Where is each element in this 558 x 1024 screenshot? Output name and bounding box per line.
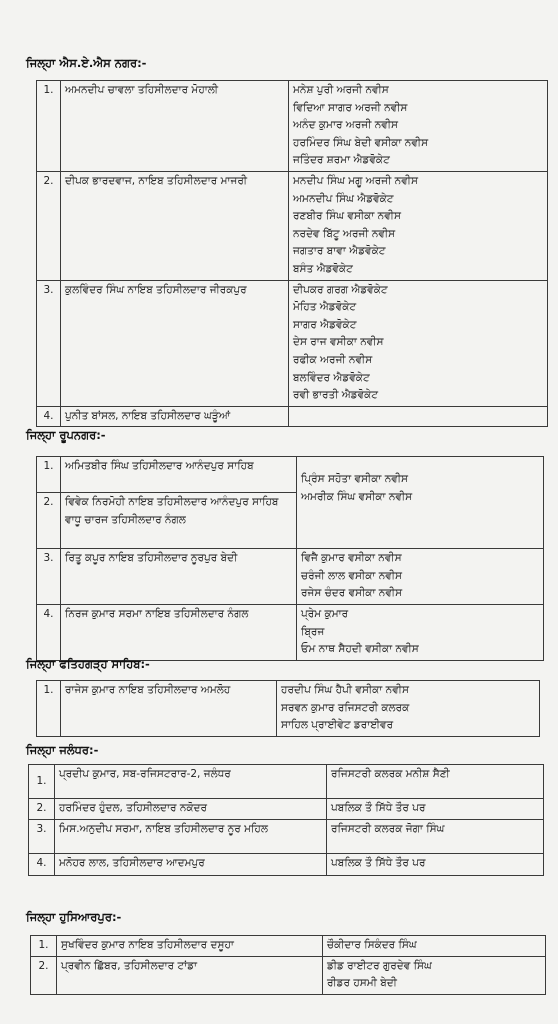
officer-cell: ਅਮਨਦੀਪ ਚਾਵਲਾ ਤਹਿਸੀਲਦਾਰ ਮੋਹਾਲੀ bbox=[61, 81, 289, 172]
table-row bbox=[37, 605, 544, 661]
section-heading-fatehgarh-sahib: ਜਿਲ੍ਹਾ ਫਤਿਹਗੜ੍ਹ ਸਾਹਿਬ:- bbox=[26, 657, 150, 671]
staff-cell: ਪਬਲਿਕ ਤੌ ਸਿੱਧੇ ਤੌਰ ਪਰ bbox=[327, 853, 544, 875]
staff-cell: ਪ੍ਰੇਮ ਕੁਮਾਰ ਬ੍ਰਿਜ ਓਮ ਨਾਥ ਸੈਹਦੀ ਵਸੀਕਾ ਨਵੀਸ bbox=[297, 605, 544, 661]
row-number: 3. bbox=[37, 280, 61, 406]
officer-cell: ਪ੍ਰਵੀਨ ਛਿੱਬਰ, ਤਹਿਸੀਲਦਾਰ ਟਾਂਡਾ bbox=[57, 956, 323, 994]
row-number: 3. bbox=[29, 819, 55, 853]
staff-cell: ਪ੍ਰਿੰਸ ਸਹੋਤਾ ਵਸੀਕਾ ਨਵੀਸ ਅਮਰੀਕ ਸਿੰਘ ਵਸੀਕਾ ਨਵੀਸ bbox=[297, 457, 544, 549]
officer-cell: ਵਿਵੇਕ ਨਿਰਮੋਹੀ ਨਾਇਬ ਤਹਿਸੀਲਦਾਰ ਆਨੰਦਪੁਰ ਸਾਹਿਬ ਵਾਧੂ ਚਾਰਜ ਤਹਿਸੀਲਦਾਰ ਨੰਗਲ bbox=[61, 493, 297, 549]
table-row bbox=[29, 819, 544, 853]
section-heading-sas-nagar: ਜਿਲ੍ਹਾ ਐਸ.ਏ.ਐਸ ਨਗਰ:- bbox=[26, 56, 147, 70]
row-number: 4. bbox=[37, 605, 61, 661]
staff-cell: ਮਨੇਸ਼ ਪੁਰੀ ਅਰਜੀ ਨਵੀਸ ਵਿਦਿਆ ਸਾਗਰ ਅਰਜੀ ਨਵੀਸ ਅਨੰਦ ਕੁਮਾਰ ਅਰਜੀ ਨਵੀਸ ਹਰਮਿੰਦਰ ਸਿੰਘ ਬੇਦੀ ਵਸੀਕਾ ਨਵੀਸ ਜਤਿੰਦਰ ਸ਼ਰਮਾ ਐਡਵੋਕੇਟ bbox=[289, 81, 548, 172]
table-row bbox=[37, 280, 548, 406]
staff-cell: ਡੀਡ ਰਾਈਟਰ ਗੁਰਦੇਵ ਸਿੰਘ ਰੀਡਰ ਹਸਮੀ ਬੇਦੀ bbox=[323, 956, 546, 994]
staff-cell: ਰਜਿਸਟਰੀ ਕਲਰਕ ਜੋਗਾ ਸਿੰਘ bbox=[327, 819, 544, 853]
row-number: 1. bbox=[37, 81, 61, 172]
row-number: 2. bbox=[37, 493, 61, 549]
row-number: 4. bbox=[37, 406, 61, 427]
table-row bbox=[37, 681, 540, 737]
jalandhar-table bbox=[28, 764, 544, 876]
sas-nagar-table bbox=[36, 80, 548, 427]
row-number: 2. bbox=[37, 171, 61, 280]
row-number: 3. bbox=[37, 549, 61, 605]
officer-cell: ਅਮਿਤਬੀਰ ਸਿੰਘ ਤਹਿਸੀਲਦਾਰ ਆਨੰਦਪੁਰ ਸਾਹਿਬ bbox=[61, 457, 297, 493]
row-number: 1. bbox=[37, 457, 61, 493]
staff-cell bbox=[289, 406, 548, 427]
staff-cell: ਰਜਿਸਟਰੀ ਕਲਰਕ ਮਨੀਸ਼ ਸੈਣੀ bbox=[327, 765, 544, 799]
officer-cell: ਪ੍ਰਦੀਪ ਕੁਮਾਰ, ਸਬ-ਰਜਿਸਟਰਾਰ-2, ਜਲੰਧਰ bbox=[55, 765, 327, 799]
row-number: 1. bbox=[31, 936, 57, 957]
table-row bbox=[29, 799, 544, 820]
table-row bbox=[37, 81, 548, 172]
row-number: 1. bbox=[29, 765, 55, 799]
hoshiarpur-table bbox=[30, 935, 546, 995]
staff-cell: ਹਰਦੀਪ ਸਿੰਘ ਹੈਪੀ ਵਸੀਕਾ ਨਵੀਸ ਸਰਵਨ ਕੁਮਾਰ ਰਜਿਸਟਰੀ ਕਲਰਕ ਸਾਹਿਲ ਪ੍ਰਾਈਵੇਟ ਡਰਾਈਵਰ bbox=[277, 681, 540, 737]
row-number: 2. bbox=[29, 799, 55, 820]
staff-cell: ਵਿਜੈ ਕੁਮਾਰ ਵਸੀਕਾ ਨਵੀਸ ਚਰੰਜੀ ਲਾਲ ਵਸੀਕਾ ਨਵੀਸ ਰਜੇਸ ਚੰਦਰ ਵਸੀਕਾ ਨਵੀਸ bbox=[297, 549, 544, 605]
row-number: 1. bbox=[37, 681, 61, 737]
officer-cell: ਮਨੋਹਰ ਲਾਲ, ਤਹਿਸੀਲਦਾਰ ਆਦਮਪੁਰ bbox=[55, 853, 327, 875]
officer-cell: ਸੁਖਵਿੰਦਰ ਕੁਮਾਰ ਨਾਇਬ ਤਹਿਸੀਲਦਾਰ ਦਸੂਹਾ bbox=[57, 936, 323, 957]
rupnagar-table bbox=[36, 456, 544, 661]
section-heading-jalandhar: ਜਿਲ੍ਹਾ ਜਲੰਧਰ:- bbox=[26, 743, 99, 757]
officer-cell: ਹਰਮਿੰਦਰ ਹੁੰਦਲ, ਤਹਿਸੀਲਦਾਰ ਨਕੋਦਰ bbox=[55, 799, 327, 820]
staff-cell: ਮਨਦੀਪ ਸਿੰਘ ਮਗੂ ਅਰਜੀ ਨਵੀਸ ਅਮਨਦੀਪ ਸਿੰਘ ਐਡਵੋਕੇਟ ਰਣਬੀਰ ਸਿੰਘ ਵਸੀਕਾ ਨਵੀਸ ਨਰਦੇਵ ਬਿੱਟੂ ਅਰਜੀ ਨਵੀਸ ਜਗਤਾਰ ਬਾਵਾ ਐਡਵੋਕੇਟ ਬਸੰਤ ਐਡਵੋਕੇਟ bbox=[289, 171, 548, 280]
section-heading-rupnagar: ਜਿਲ੍ਹਾ ਰੂਪਨਗਰ:- bbox=[26, 428, 106, 442]
officer-cell: ਕੁਲਵਿੰਦਰ ਸਿੰਘ ਨਾਇਬ ਤਹਿਸੀਲਦਾਰ ਜੀਰਕਪੁਰ bbox=[61, 280, 289, 406]
officer-cell: ਰਾਜੇਸ ਕੁਮਾਰ ਨਾਇਬ ਤਹਿਸੀਲਦਾਰ ਅਮਲੋਹ bbox=[61, 681, 277, 737]
table-row bbox=[31, 956, 546, 994]
table-row bbox=[37, 457, 544, 493]
row-number: 4. bbox=[29, 853, 55, 875]
staff-cell: ਪਬਲਿਕ ਤੌ ਸਿੱਧੇ ਤੌਰ ਪਰ bbox=[327, 799, 544, 820]
officer-cell: ਮਿਸ.ਅਨੁਦੀਪ ਸਰਮਾ, ਨਾਇਬ ਤਹਿਸੀਲਦਾਰ ਨੂਰ ਮਹਿਲ bbox=[55, 819, 327, 853]
officer-cell: ਦੀਪਕ ਭਾਰਦਵਾਜ, ਨਾਇਬ ਤਹਿਸੀਲਦਾਰ ਮਾਜਰੀ bbox=[61, 171, 289, 280]
table-row bbox=[29, 853, 544, 875]
table-row bbox=[37, 171, 548, 280]
officer-cell: ਪੁਨੀਤ ਬਾਂਸਲ, ਨਾਇਬ ਤਹਿਸੀਲਦਾਰ ਘੜੂੰਆਂ bbox=[61, 406, 289, 427]
staff-cell: ਦੀਪਕਰ ਗਰਗ ਐਡਵੋਕੇਟ ਮੋਹਿਤ ਐਡਵੋਕੇਟ ਸਾਗਰ ਐਡਵੋਕੇਟ ਦੇਸ ਰਾਜ ਵਸੀਕਾ ਨਵੀਸ ਰਫੀਕ ਅਰਜੀ ਨਵੀਸ ਬਲਵਿੰਦਰ ਐਡਵੋਕੇਟ ਰਵੀ ਭਾਰਤੀ ਐਡਵੋਕੇਟ bbox=[289, 280, 548, 406]
table-row bbox=[29, 765, 544, 799]
table-row bbox=[37, 549, 544, 605]
section-heading-hoshiarpur: ਜਿਲ੍ਹਾ ਹੁਸਿਆਰਪੁਰ:- bbox=[26, 910, 122, 924]
table-row bbox=[37, 406, 548, 427]
table-row bbox=[31, 936, 546, 957]
row-number: 2. bbox=[31, 956, 57, 994]
staff-cell: ਚੌਕੀਦਾਰ ਸਿਕੰਦਰ ਸਿੰਘ bbox=[323, 936, 546, 957]
fatehgarh-sahib-table bbox=[36, 680, 540, 737]
officer-cell: ਰਿਤੂ ਕਪੂਰ ਨਾਇਬ ਤਹਿਸੀਲਦਾਰ ਨੂਰਪੁਰ ਬੇਦੀ bbox=[61, 549, 297, 605]
officer-cell: ਨਿਰਜ ਕੁਮਾਰ ਸਰਮਾ ਨਾਇਬ ਤਹਿਸੀਲਦਾਰ ਨੰਗਲ bbox=[61, 605, 297, 661]
